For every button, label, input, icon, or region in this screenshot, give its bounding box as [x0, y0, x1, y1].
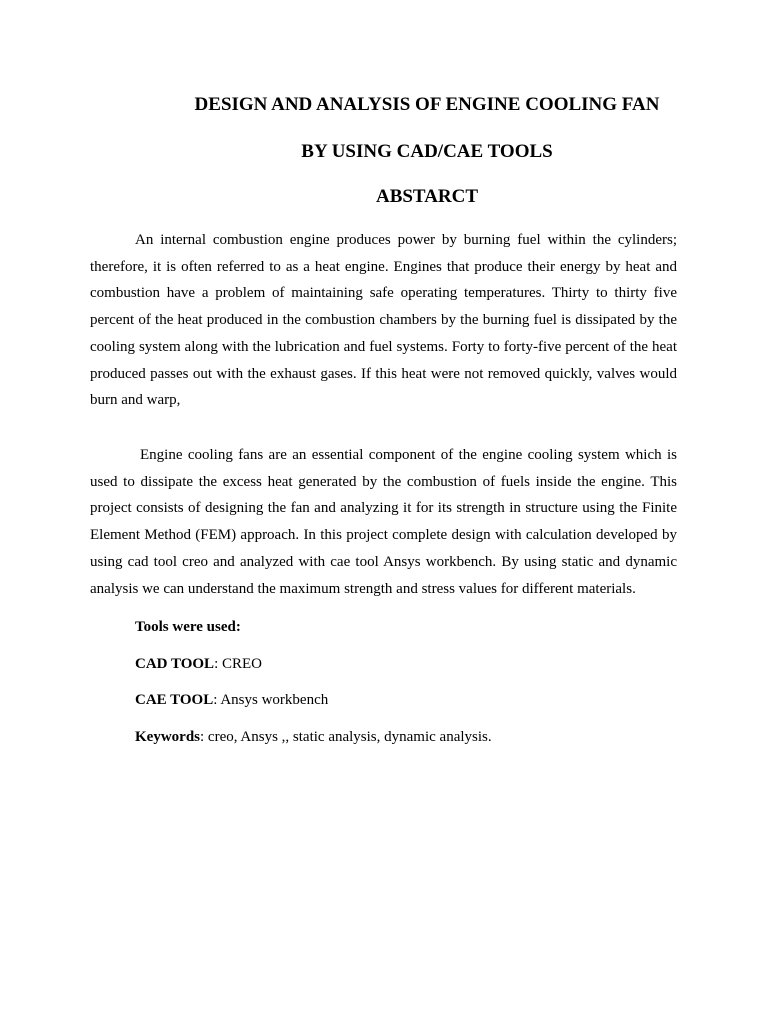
abstract-paragraph-2	[90, 442, 677, 602]
document-title-line-1: DESIGN AND ANALYSIS OF ENGINE COOLING FAN	[194, 94, 660, 115]
section-heading: ABSTARCT	[375, 186, 479, 207]
cad-tool-line	[135, 654, 262, 674]
tools-heading-text: Tools were used:	[135, 619, 241, 635]
document-title-line-2: BY USING CAD/CAE TOOLS	[301, 141, 553, 162]
cae-tool-line	[135, 690, 328, 710]
keywords-value: : creo, Ansys ,, static analysis, dynamic analysis.	[200, 729, 492, 745]
cae-tool-value: : Ansys workbench	[213, 692, 329, 708]
cad-tool-value: : CREO	[214, 656, 262, 672]
cae-tool-label: CAE TOOL	[135, 692, 214, 708]
abstract-paragraph-2-text: Engine cooling fans are an essential component of the engine cooling system which is used to dissipate the excess heat generated by the combustion of fuels inside the engine. This project consists of designing the fan and analyzing it for its strength in structure using the Finite Element Method (FEM) approach. In this project complete design with calculation developed by using cad tool creo and analyzed with cae tool Ansys workbench. By using static and dynamic analysis we can understand the maximum strength and stress values for different materials.	[90, 447, 677, 597]
keywords-line	[135, 727, 492, 747]
abstract-paragraph-1-text: An internal combustion engine produces power by burning fuel within the cylinders; therefore, it is often referred to as a heat engine. Engines that produce their energy by heat and combustion have a problem of maintaining safe operating temperatures. Thirty to thirty five percent of the heat produced in the combustion chambers by the burning fuel is dissipated by the cooling system along with the lubrication and fuel systems. Forty to forty-five percent of the heat produced passes out with the exhaust gases. If this heat were not removed quickly, valves would burn and warp,	[90, 232, 677, 409]
tools-heading	[135, 617, 241, 637]
abstract-paragraph-1	[90, 227, 677, 414]
keywords-label: Keywords	[135, 729, 200, 745]
cad-tool-label: CAD TOOL	[135, 656, 215, 672]
